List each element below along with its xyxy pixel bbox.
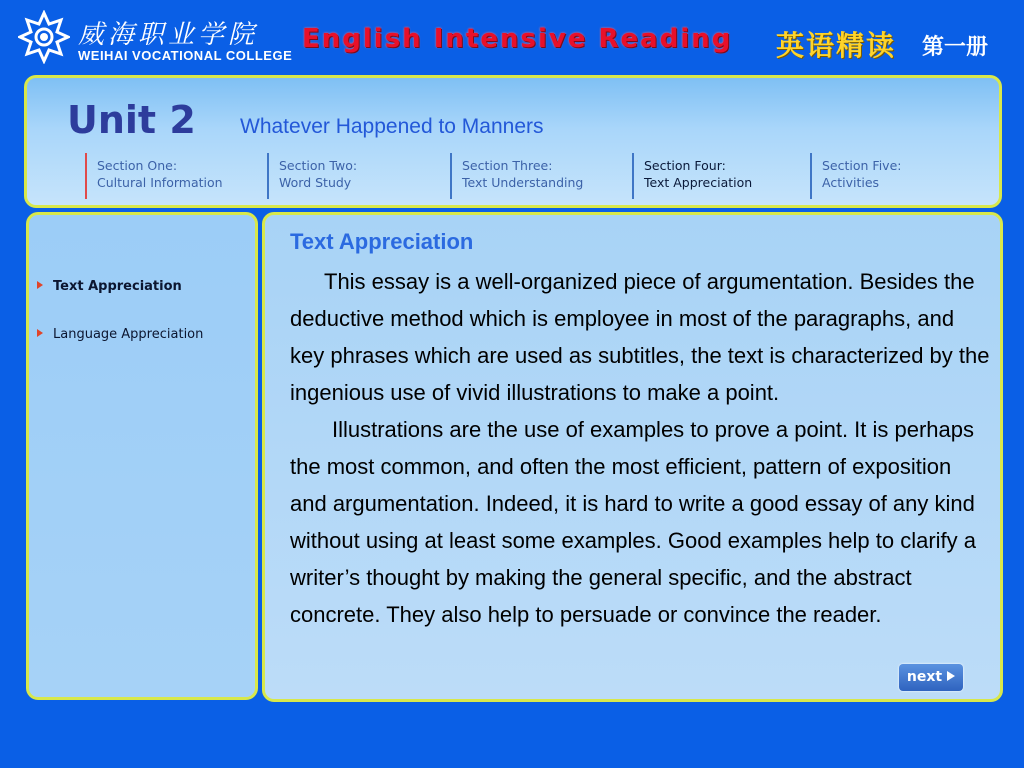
section-tab-three[interactable] <box>450 153 583 199</box>
play-arrow-icon <box>947 671 955 681</box>
sidebar-item-text-appreciation[interactable] <box>37 279 182 294</box>
unit-header-panel <box>24 75 1002 208</box>
section-tab-number: Section Three: <box>462 158 553 173</box>
content-body <box>290 263 990 633</box>
section-tab-number: Section Four: <box>644 158 726 173</box>
section-tab-five[interactable] <box>810 153 901 199</box>
college-logo <box>18 10 293 68</box>
sidebar-item-label: Language Appreciation <box>53 327 204 342</box>
section-tab-label: Activities <box>822 175 880 190</box>
section-tab-four[interactable] <box>632 153 752 199</box>
sidebar <box>26 212 258 700</box>
section-tab-number: Section Two: <box>279 158 358 173</box>
section-tab-label: Text Understanding <box>462 175 584 190</box>
bullet-arrow-icon <box>37 281 43 289</box>
section-tab-number: Section One: <box>97 158 178 173</box>
content-heading: Text Appreciation <box>290 229 474 254</box>
content-panel <box>262 212 1003 702</box>
logo-english-name: WEIHAI VOCATIONAL COLLEGE <box>78 48 293 63</box>
next-button-label: next <box>906 669 943 685</box>
section-tab-label: Word Study <box>279 175 352 190</box>
content-paragraph: Illustrations are the use of examples to prove a point. It is perhaps the most common, and often the most efficient, pattern of exposition and argumentation. Indeed, it is hard to write a good essay of any kind without using at least some examples. Good examples help to clarify a writer’s thought by making the general specific, and the abstract concrete. They also help to persuade or convince the reader. <box>290 417 977 627</box>
section-tab-number: Section Five: <box>822 158 902 173</box>
college-emblem-icon <box>18 10 70 64</box>
section-tab-two[interactable] <box>267 153 357 199</box>
section-tab-one[interactable] <box>85 153 223 199</box>
sidebar-item-label: Text Appreciation <box>53 279 182 294</box>
volume-label: 第一册 <box>922 35 989 60</box>
next-button[interactable] <box>899 664 963 691</box>
bullet-arrow-icon <box>37 329 43 337</box>
unit-title: Whatever Happened to Manners <box>240 115 544 138</box>
content-paragraph: This essay is a well-organized piece of argumentation. Besides the deductive method which is employee in most of the paragraphs, and key phrases which are used as subtitles, the text is characterized by the ingenious use of vivid illustrations to make a point. <box>290 269 990 405</box>
section-tab-label: Text Appreciation <box>644 175 753 190</box>
unit-number: Unit 2 <box>67 98 196 142</box>
course-title: English Intensive Reading <box>302 24 733 54</box>
course-title-chinese: 英语精读 <box>776 29 897 62</box>
logo-chinese-name: 威海职业学院 <box>78 20 259 50</box>
sidebar-item-language-appreciation[interactable] <box>37 327 203 342</box>
top-banner <box>0 0 1024 72</box>
section-tab-label: Cultural Information <box>97 175 223 190</box>
